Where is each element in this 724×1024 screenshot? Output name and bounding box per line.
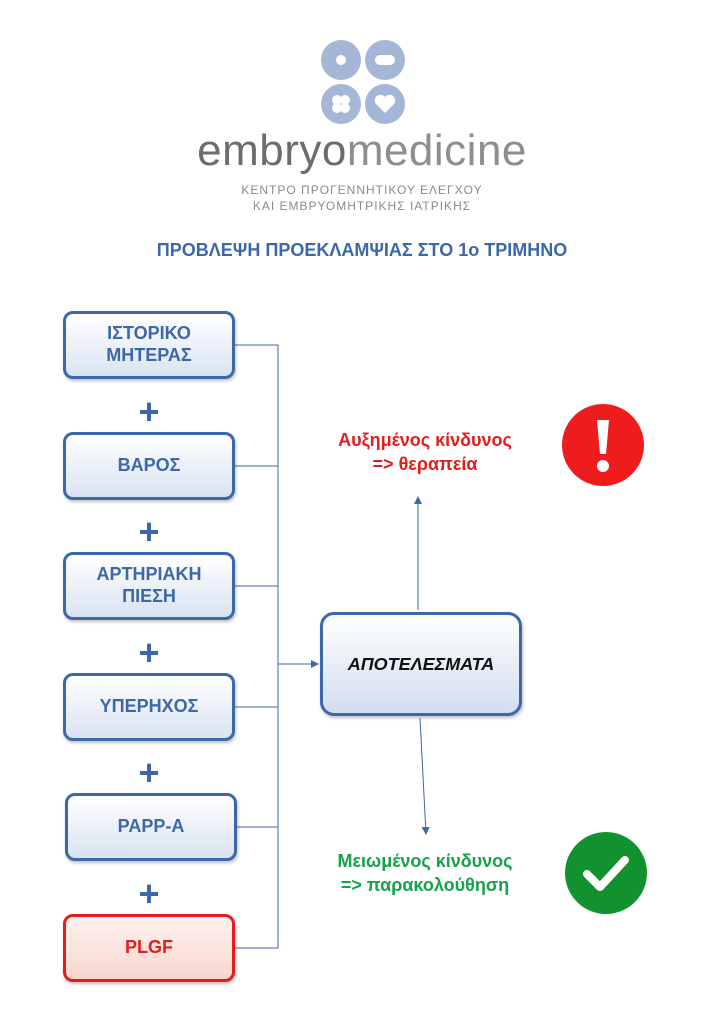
low-risk-text [300, 849, 550, 897]
checkmark-icon [565, 832, 647, 914]
plus-sign: + [138, 752, 160, 793]
plus-sign: + [138, 873, 160, 914]
plus-sign: + [138, 511, 160, 552]
tagline-line-1: ΚΕΝΤΡΟ ΠΡΟΓΕΝΝΗΤΙΚΟΥ ΕΛΕΓΧΟΥ [241, 183, 483, 197]
factor-weight: ΒΑΡΟΣ [63, 432, 235, 500]
brand-name: embryomedicine [197, 126, 527, 175]
low-risk-line-1: Μειωμένος κίνδυνος [337, 851, 513, 871]
high-risk-line-1: Αυξημένος κίνδυνος [338, 430, 512, 450]
page-title: ΠΡΟΒΛΕΨΗ ΠΡΟΕΚΛΑΜΨΙΑΣ ΣΤΟ 1ο ΤΡΙΜΗΝΟ [156, 240, 568, 260]
factor-maternal-history: ΙΣΤΟΡΙΚΟ ΜΗΤΕΡΑΣ [63, 311, 235, 379]
tagline-line-2: ΚΑΙ ΕΜΒΡΥΟΜΗΤΡΙΚΗΣ ΙΑΤΡΙΚΗΣ [252, 199, 472, 213]
plus-sign: + [138, 632, 160, 673]
factor-ultrasound: ΥΠΕΡΗΧΟΣ [63, 673, 235, 741]
low-risk-line-2: => παρακολούθηση [340, 875, 510, 895]
results-box: ΑΠΟΤΕΛΕΣΜΑΤΑ [320, 612, 522, 716]
plus-sign: + [138, 391, 160, 432]
factor-plgf: PLGF [63, 914, 235, 982]
factor-papp-a: PAPP-A [65, 793, 237, 861]
high-risk-text [300, 428, 550, 476]
high-risk-line-2: => θεραπεία [372, 454, 478, 474]
factor-blood-pressure: ΑΡΤΗΡΙΑΚΗ ΠΙΕΣΗ [63, 552, 235, 620]
exclamation-icon [562, 404, 644, 486]
